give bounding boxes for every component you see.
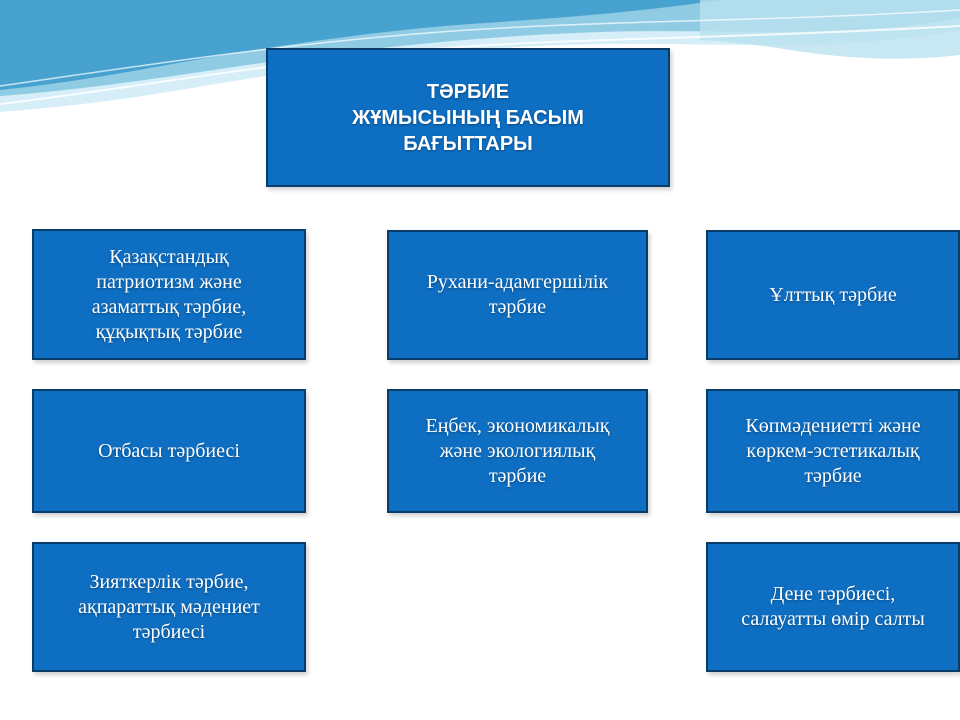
direction-box-family	[32, 389, 306, 513]
direction-label: Ұлттық тәрбие	[769, 283, 897, 306]
direction-label: Еңбек, экономикалық және экологиялық тәрбие	[425, 414, 610, 487]
direction-box-physical-healthy	[706, 542, 960, 672]
direction-box-patriotism	[32, 229, 306, 360]
direction-label: Рухани-адамгершілік тәрбие	[426, 271, 609, 318]
direction-label: Қазақстандық патриотизм және азаматтық тәрбие, құқықтық тәрбие	[91, 245, 247, 343]
direction-box-multicultural-aesthetic	[706, 389, 960, 513]
direction-box-spiritual-moral	[387, 230, 648, 360]
direction-label: Дене тәрбиесі, салауатты өмір салты	[741, 583, 925, 630]
wave-top-right	[700, 0, 960, 59]
direction-box-national	[706, 230, 960, 360]
direction-label: Көпмәдениетті және көркем-эстетикалық тәрбие	[745, 414, 921, 487]
direction-box-labor-economic-ecological	[387, 389, 648, 513]
direction-label: Зияткерлік тәрбие, ақпараттық мәдениет тәрбиесі	[78, 570, 260, 643]
direction-label: Отбасы тәрбиесі	[98, 439, 240, 462]
direction-box-intellectual-information	[32, 542, 306, 672]
main-title-box	[266, 48, 670, 187]
main-title: ТӘРБИЕ ЖҰМЫСЫНЫҢ БАСЫМ БАҒЫТТАРЫ	[352, 80, 584, 155]
